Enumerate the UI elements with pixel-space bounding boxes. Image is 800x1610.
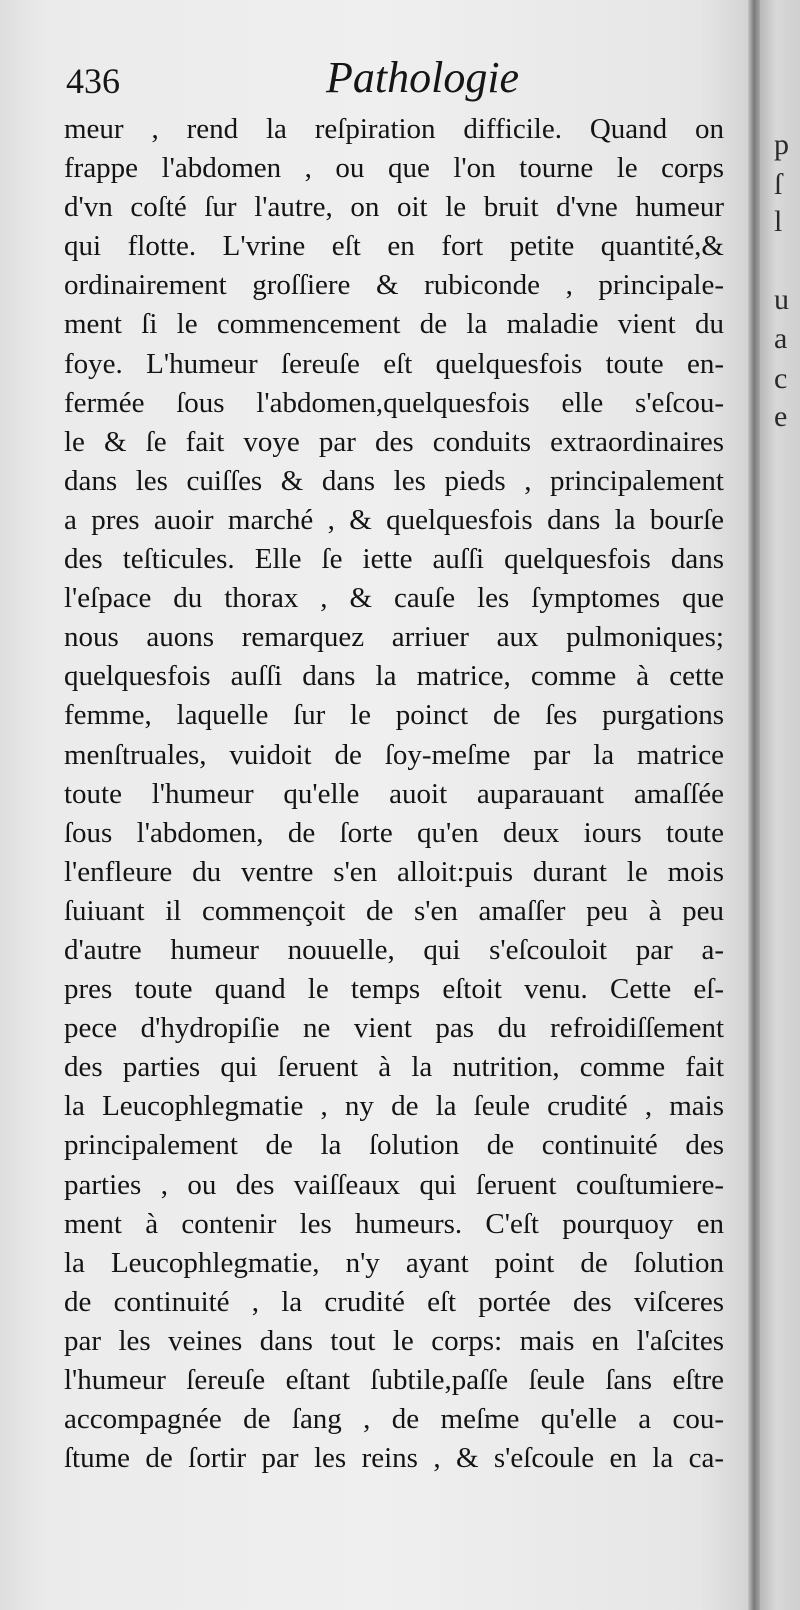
adjacent-page-fragment: p <box>774 128 789 161</box>
text-line: l'enfleure du ventre s'en alloit:puis durant le mois <box>64 855 724 888</box>
adjacent-page-fragment: u <box>774 283 789 316</box>
adjacent-page-fragment: c <box>774 362 788 395</box>
text-line: des parties qui ſeruent à la nutrition, comme fait <box>64 1051 724 1084</box>
adjacent-page-fragment: e <box>774 400 788 433</box>
text-line: principalement de la ſolution de continuité des <box>64 1129 724 1162</box>
text-line: quelquesfois auſſi dans la matrice, comme à cette <box>64 660 724 693</box>
text-line: l'humeur ſereuſe eſtant ſubtile,paſſe ſeule ſans eſtre <box>64 1364 724 1396</box>
text-line: ſuiuant il commençoit de s'en amaſſer peu à peu <box>64 894 724 927</box>
text-line: l'eſpace du thorax , & cauſe les ſymptomes que <box>64 582 724 615</box>
text-line: menſtruales, vuidoit de ſoy-meſme par la matrice <box>64 738 724 771</box>
text-line: ſtume de ſortir par les reins , & s'eſcoule en la ca- <box>64 1442 724 1475</box>
text-line: ordinairement groſſiere & rubiconde , principale- <box>64 269 724 302</box>
page-number: 436 <box>66 61 120 101</box>
book-gutter <box>748 0 760 1610</box>
adjacent-page-fragment: ſ <box>774 168 783 201</box>
text-line: pres toute quand le temps eſtoit venu. Cette eſ- <box>64 973 724 1006</box>
text-line: pece d'hydropiſie ne vient pas du refroidiſſement <box>64 1012 724 1045</box>
text-line: meur , rend la reſpiration difficile. Quand on <box>64 113 724 145</box>
text-line: foye. L'humeur ſereuſe eſt quelquesfois toute en- <box>64 347 724 380</box>
text-line: parties , ou des vaiſſeaux qui ſeruent couſtumiere- <box>64 1168 724 1201</box>
text-line: ment à contenir les humeurs. C'eſt pourquoy en <box>64 1207 724 1240</box>
text-line: fermée ſous l'abdomen,quelquesfois elle s'eſcou- <box>64 386 724 419</box>
text-line: femme, laquelle ſur le poinct de ſes purgations <box>64 699 724 732</box>
text-line: nous auons remarquez arriuer aux pulmoniques; <box>64 621 724 654</box>
text-line: accompagnée de ſang , de meſme qu'elle a cou- <box>64 1403 724 1436</box>
text-line: qui flotte. L'vrine eſt en fort petite quantité,& <box>64 230 724 263</box>
text-line: le & ſe fait voye par des conduits extraordinaires <box>64 425 724 458</box>
text-line: dans les cuiſſes & dans les pieds , principalement <box>64 464 724 497</box>
running-title: Pathologie <box>326 53 520 102</box>
text-line: d'autre humeur nouuelle, qui s'eſcouloit par a- <box>64 933 724 966</box>
text-line: de continuité , la crudité eſt portée des viſceres <box>64 1285 724 1318</box>
text-line: par les veines dans tout le corps: mais en l'aſcites <box>64 1324 724 1357</box>
body-text <box>64 110 724 1478</box>
text-line: ment ſi le commencement de la maladie vient du <box>64 308 724 341</box>
text-line: la Leucophlegmatie, n'y ayant point de ſolution <box>64 1246 724 1279</box>
text-line: toute l'humeur qu'elle auoit auparauant amaſſée <box>64 777 724 810</box>
text-line: d'vn coſté ſur l'autre, on oit le bruit d'vne humeur <box>64 191 724 224</box>
text-line: frappe l'abdomen , ou que l'on tourne le corps <box>64 152 724 185</box>
adjacent-page-fragment: a <box>774 322 788 355</box>
text-line: la Leucophlegmatie , ny de la ſeule crudité , mais <box>64 1090 724 1123</box>
text-line: ſous l'abdomen, de ſorte qu'en deux iours toute <box>64 816 724 849</box>
adjacent-page-fragment: l <box>774 205 783 238</box>
page-header <box>0 52 760 104</box>
text-line: des teſticules. Elle ſe iette auſſi quelquesfois dans <box>64 543 724 576</box>
adjacent-page-edge <box>760 0 800 1610</box>
text-line: a pres auoir marché , & quelquesfois dans la bourſe <box>64 503 724 536</box>
